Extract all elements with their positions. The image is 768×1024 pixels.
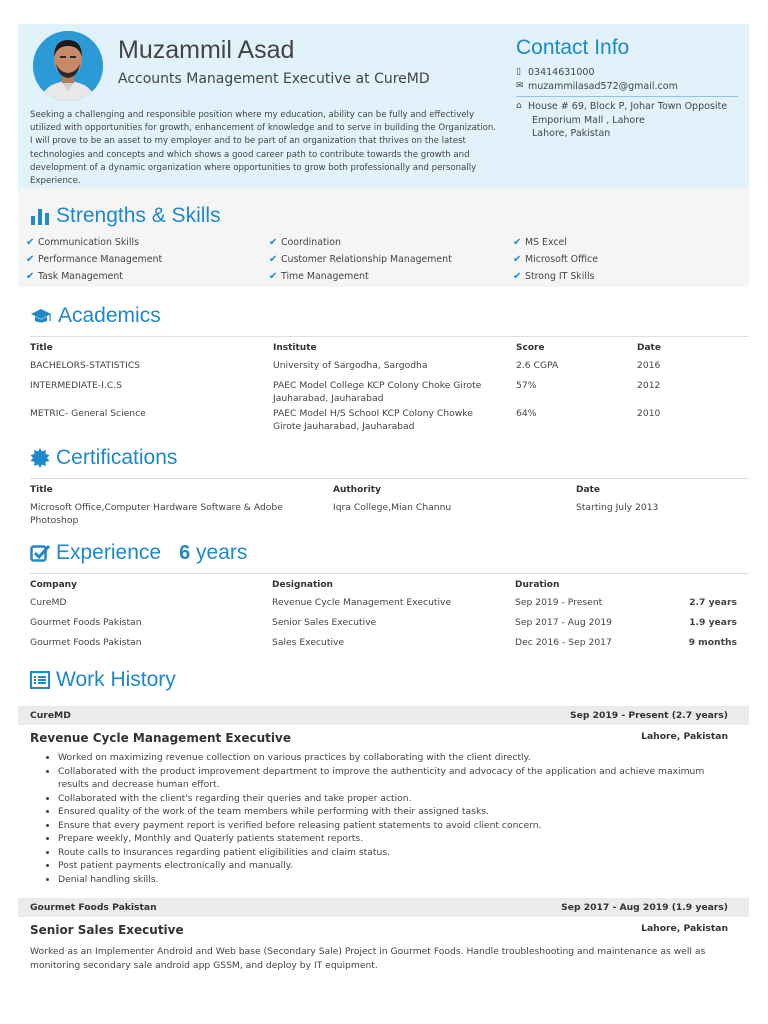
experience-section	[18, 541, 749, 649]
objective-text: Seeking a challenging and responsible position where my education, ability can be fully and effectively utilized with opportunities for growth, enhancement of knowledge and to serve in building the Organization. I will prove to be an asset to my employer and to be part of an organization that thrives on the latest technologies and concepts and which shows a good career path to contribute towards the growth and development of a dynamic organization where opportunities to grow both professionally and personally Experience.	[30, 110, 497, 187]
job-company: CureMD	[30, 710, 71, 721]
home-icon: ⌂	[516, 101, 522, 111]
check-icon: ✔	[26, 253, 35, 265]
address-line-1: House # 69, Block P, Johar Town Opposite	[528, 101, 728, 112]
skill-item: ✔ Customer Relationship Management	[269, 253, 452, 265]
academics-heading	[30, 304, 749, 328]
contact-email-row	[516, 81, 738, 97]
work-history-title: Work History	[56, 668, 176, 691]
profile-photo	[33, 31, 103, 101]
skills-section	[18, 188, 749, 287]
certifications-table	[30, 478, 749, 527]
list-item: • Ensured quality of the work of the team members while performing with their assigned tasks.	[58, 805, 728, 819]
check-icon: ✔	[513, 236, 522, 248]
candidate-role: Accounts Management Executive at CureMD	[118, 71, 430, 87]
table-row: Microsoft Office,Computer Hardware Software & Adobe Photoshop Iqra College,Mian Channu Starting July 2013	[30, 502, 659, 526]
certifications-heading	[30, 446, 749, 470]
table-header: Title Authority Date	[30, 485, 600, 495]
skills-heading	[30, 204, 221, 228]
job-location: Lahore, Pakistan	[641, 731, 728, 742]
list-icon	[30, 671, 50, 689]
job-header	[18, 725, 749, 745]
certifications-title: Certifications	[56, 446, 178, 469]
job-company-bar	[18, 706, 749, 725]
table-row: Gourmet Foods Pakistan Senior Sales Executive Sep 2017 - Aug 2019 1.9 years	[30, 617, 737, 628]
check-icon: ✔	[26, 236, 35, 248]
experience-table	[30, 573, 749, 649]
profile-header	[18, 24, 749, 188]
academics-table	[30, 336, 749, 433]
table-row: Gourmet Foods Pakistan Sales Executive Dec 2016 - Sep 2017 9 months	[30, 637, 737, 648]
table-row: INTERMEDIATE-I.C.S PAEC Model College KCP Colony Choke Girote Jauharabad, Jauharabad 57% 2012	[30, 380, 661, 404]
job-position: Revenue Cycle Management Executive	[30, 731, 291, 745]
academics-title: Academics	[58, 304, 161, 327]
contact-email[interactable]: muzammilasad572@gmail.com	[528, 81, 678, 92]
avatar	[33, 31, 103, 101]
skill-item: ✔ Performance Management	[26, 253, 163, 265]
contact-phone[interactable]: 03414631000	[528, 67, 595, 78]
list-item: • Prepare weekly, Monthly and Quaterly patients statement reports.	[58, 832, 728, 846]
job-position: Senior Sales Executive	[30, 923, 184, 937]
experience-title: Experience	[56, 541, 162, 564]
certificate-seal-icon	[30, 448, 50, 468]
job-location: Lahore, Pakistan	[641, 923, 728, 934]
job-entry	[18, 706, 749, 886]
work-history-heading	[30, 668, 749, 692]
table-header: Title Institute Score Date	[30, 343, 661, 353]
experience-heading	[30, 541, 749, 565]
table-row: CureMD Revenue Cycle Management Executive Sep 2019 - Present 2.7 years	[30, 597, 737, 608]
skill-item: ✔ Task Management	[26, 270, 123, 282]
academics-section	[18, 304, 749, 433]
skill-item: ✔ Communication Skills	[26, 236, 139, 248]
graduation-cap-icon	[30, 307, 52, 325]
list-item: • Post patient payments electronically and manually.	[58, 859, 728, 873]
list-item: • Ensure that every payment report is verified before releasing patient statements to avoid client concern.	[58, 819, 728, 833]
job-period: Sep 2019 - Present (2.7 years)	[569, 710, 728, 721]
certifications-section	[18, 446, 749, 527]
candidate-name: Muzammil Asad	[118, 36, 295, 64]
skill-item: ✔ Time Management	[269, 270, 369, 282]
list-item: • Denial handling skills.	[58, 873, 728, 887]
skill-list	[26, 235, 746, 283]
contact-address	[528, 100, 727, 141]
check-icon: ✔	[269, 236, 278, 248]
skill-item: ✔ Coordination	[269, 236, 341, 248]
skill-item: ✔ Microsoft Office	[513, 253, 599, 265]
list-item: • Worked on maximizing revenue collection on various practices by collaborating with the client directly.	[58, 751, 728, 765]
job-company: Gourmet Foods Pakistan	[30, 902, 157, 913]
work-history-section	[18, 668, 749, 972]
job-period: Sep 2017 - Aug 2019 (1.9 years)	[561, 902, 728, 913]
check-icon: ✔	[513, 270, 522, 282]
job-entry	[18, 898, 749, 972]
table-row: METRIC- General Science PAEC Model H/S School KCP Colony Chowke Girote Jauharabad, Jauharabad 64% 2010	[30, 408, 661, 432]
list-item: • Collaborated with the product improvement department to improve the authenticity and advocacy of the application and achieve maximum results and decrease human effort.	[58, 765, 728, 792]
check-icon: ✔	[269, 270, 278, 282]
address-line-3: Lahore, Pakistan	[532, 128, 611, 139]
job-description: Worked as an Implementer Android and Web base (Secondary Sale) Project in Gourmet Foods. Handle troubleshooting and maintenance as well as monitoring secondary sale android app GSSM, and deploy by IT equipment.	[30, 946, 706, 971]
experience-total: 6 years	[179, 541, 248, 564]
check-icon: ✔	[26, 270, 35, 282]
check-icon: ✔	[269, 253, 278, 265]
table-header: Company Designation Duration	[30, 580, 560, 590]
phone-icon: ▯	[516, 67, 521, 77]
contact-info	[516, 36, 738, 141]
table-row: BACHELORS-STATISTICS University of Sargodha, Sargodha 2.6 CGPA 2016	[30, 360, 661, 371]
envelope-icon: ✉	[516, 81, 524, 91]
bar-chart-icon	[30, 207, 50, 225]
job-header	[18, 917, 749, 937]
contact-address-row	[516, 100, 738, 141]
job-company-bar	[18, 898, 749, 917]
list-item: • Collaborated with the client's regarding their queries and take proper action.	[58, 792, 728, 806]
check-icon: ✔	[513, 253, 522, 265]
job-duties	[58, 751, 728, 886]
skill-item: ✔ MS Excel	[513, 236, 567, 248]
skill-item: ✔ Strong IT Skills	[513, 270, 595, 282]
address-line-2: Emporium Mall , Lahore	[532, 114, 645, 126]
list-item: • Route calls to Insurances regarding patient eligibilities and claim status.	[58, 846, 728, 860]
skills-title: Strengths & Skills	[56, 204, 221, 227]
contact-title: Contact Info	[516, 36, 630, 59]
contact-phone-row	[516, 67, 738, 78]
checkbox-icon	[30, 543, 50, 563]
